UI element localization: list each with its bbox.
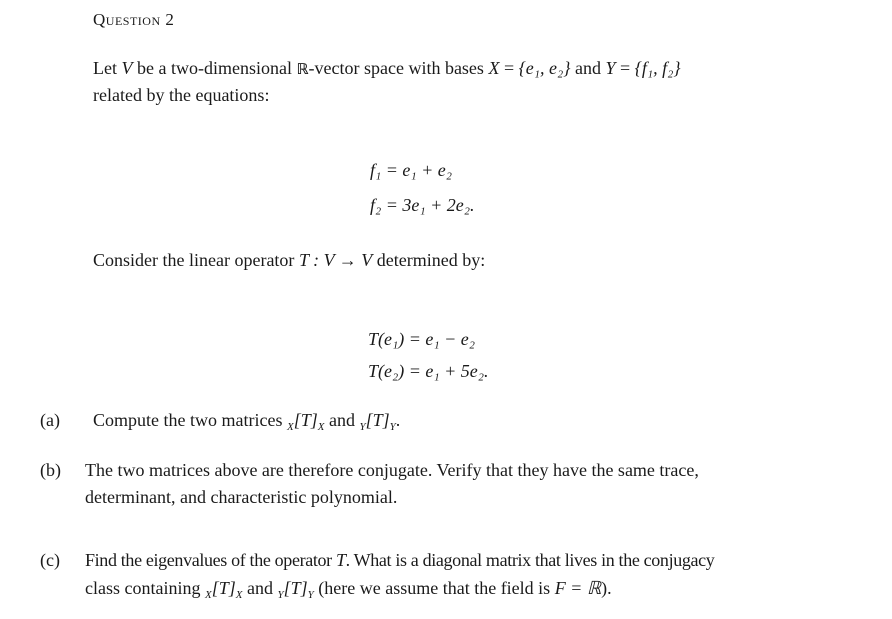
sub: Y bbox=[359, 421, 366, 433]
sub: Y bbox=[389, 421, 396, 433]
part-b-label: (b) bbox=[40, 460, 61, 480]
part-c-line-1 bbox=[85, 550, 714, 571]
matrix: [T] bbox=[293, 410, 318, 430]
part-b-line-2: determinant, and characteristic polynomial. bbox=[85, 487, 398, 507]
part-a-label: (a) bbox=[40, 410, 60, 430]
math-field: F = ℝ bbox=[554, 578, 602, 598]
question-heading: Question 2 bbox=[93, 10, 175, 29]
part-a-text bbox=[93, 410, 400, 433]
part-c-label: (c) bbox=[40, 550, 60, 570]
intro-line-1 bbox=[93, 58, 681, 79]
math-map: T : V → V bbox=[298, 250, 373, 270]
equation-Te2: T(e₂) = e₁ + 5e₂. bbox=[368, 361, 489, 381]
sub: X bbox=[204, 589, 212, 601]
text: (here we assume that the field is bbox=[313, 578, 555, 598]
text: and bbox=[570, 58, 606, 78]
text: . What is a diagonal matrix that lives in the conjugacy bbox=[345, 550, 715, 570]
text: = bbox=[499, 58, 519, 78]
text: ). bbox=[601, 578, 612, 598]
equation-Te1: T(e₁) = e₁ − e₂ bbox=[368, 329, 476, 349]
sub: Y bbox=[307, 589, 314, 601]
equation-f2: f₂ = 3e₁ + 2e₂. bbox=[370, 195, 475, 215]
consider-line bbox=[93, 250, 485, 271]
part-b-line-1: The two matrices above are therefore conjugate. Verify that they have the same trace, bbox=[85, 460, 699, 480]
text: Let bbox=[93, 58, 122, 78]
matrix: [T] bbox=[365, 410, 390, 430]
math-R: ℝ bbox=[296, 60, 309, 78]
math-V: V bbox=[121, 58, 133, 78]
text: . bbox=[395, 410, 401, 430]
intro-line-2: related by the equations: bbox=[93, 85, 270, 105]
sub: Y bbox=[277, 589, 284, 601]
basis-Y: {f₁, f₂} bbox=[634, 58, 681, 78]
text: and bbox=[324, 410, 360, 430]
text: class containing bbox=[85, 578, 205, 598]
text: Consider the linear operator bbox=[93, 250, 299, 270]
text: -vector space with bases bbox=[308, 58, 489, 78]
math-T: T bbox=[335, 550, 346, 570]
text: be a two-dimensional bbox=[132, 58, 297, 78]
math-X: X bbox=[488, 58, 500, 78]
text: = bbox=[615, 58, 635, 78]
text: Find the eigenvalues of the operator bbox=[85, 550, 336, 570]
equation-f1: f₁ = e₁ + e₂ bbox=[370, 160, 453, 180]
sub: X bbox=[317, 421, 325, 433]
matrix: [T] bbox=[211, 578, 236, 598]
basis-X: {e₁, e₂} bbox=[518, 58, 571, 78]
text: and bbox=[242, 578, 278, 598]
matrix: [T] bbox=[283, 578, 308, 598]
text: Compute the two matrices bbox=[93, 410, 287, 430]
text: determined by: bbox=[372, 250, 486, 270]
math-Y: Y bbox=[605, 58, 616, 78]
sub: X bbox=[235, 589, 243, 601]
part-c-line-2 bbox=[85, 578, 612, 601]
sub: X bbox=[286, 421, 294, 433]
